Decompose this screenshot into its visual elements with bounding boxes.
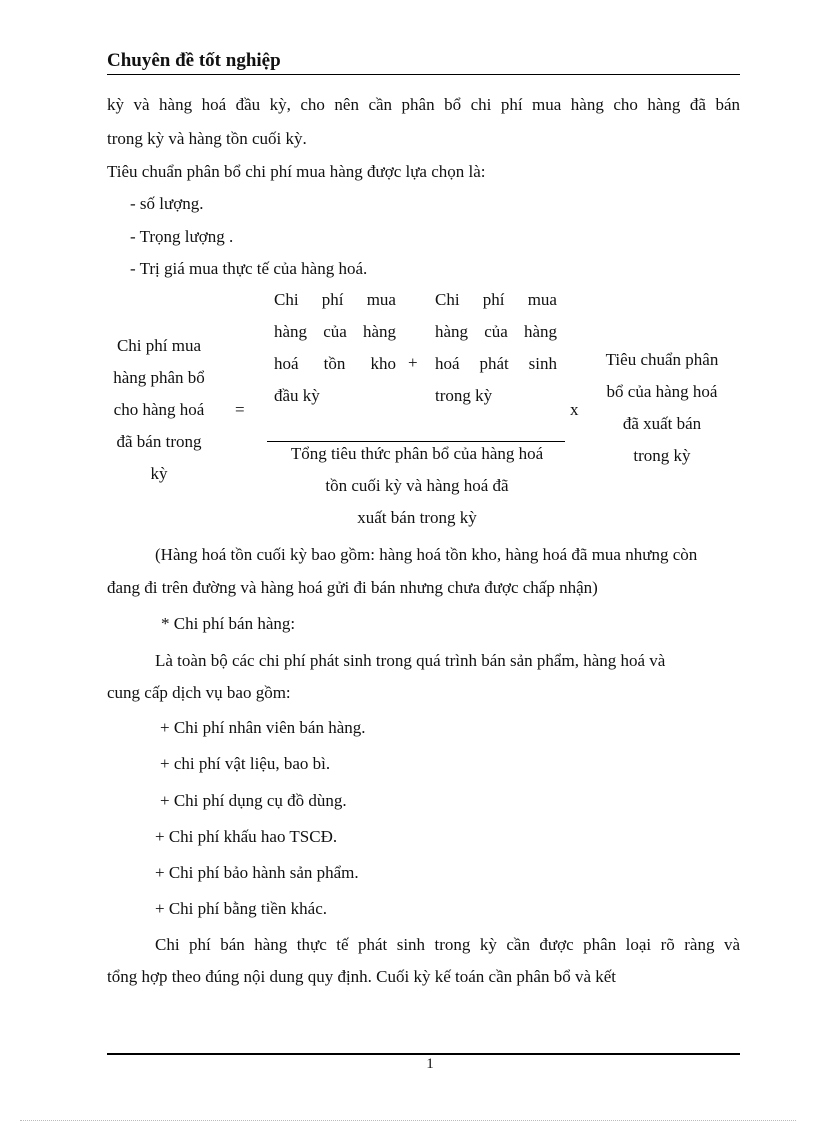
numerator-term-a <box>274 284 396 412</box>
page-header-title: Chuyên đề tốt nghiệp <box>107 48 740 75</box>
cost-item: + Chi phí nhân viên bán hàng. <box>160 718 366 737</box>
list-item: - Trọng lượng . <box>130 227 234 246</box>
page-edge-divider <box>20 1120 796 1121</box>
times-sign: x <box>570 400 579 419</box>
formula-right-term <box>592 344 732 472</box>
formula-text: hàng phân bổ <box>113 368 205 387</box>
plus-sign: + <box>408 353 418 372</box>
formula-text: tồn cuối kỳ và hàng hoá đã <box>325 476 509 495</box>
formula-text: hàng của hàng <box>274 322 396 341</box>
formula-text: đã xuất bán <box>622 414 702 433</box>
formula-text: trong kỳ <box>435 386 493 405</box>
formula-text: kỳ <box>150 464 168 483</box>
formula-text: Chi phí mua <box>435 290 557 309</box>
formula-text: đầu kỳ <box>274 386 320 405</box>
list-item: - Trị giá mua thực tế của hàng hoá. <box>130 259 368 278</box>
formula-left-term <box>100 330 218 490</box>
note-line: đang đi trên đường và hàng hoá gửi đi bán nhưng chưa được chấp nhận) <box>107 578 598 597</box>
cost-item: + Chi phí bảo hành sản phẩm. <box>155 863 359 882</box>
equals-sign: = <box>235 400 245 419</box>
formula-text: đã bán trong <box>116 432 202 451</box>
paragraph-line: kỳ và hàng hoá đầu kỳ, cho nên cần phân bổ chi phí mua hàng cho hàng đã bán <box>107 95 740 114</box>
formula-text: hàng của hàng <box>435 322 557 341</box>
formula-text: Chi phí mua <box>274 290 396 309</box>
formula-text: trong kỳ <box>633 446 691 465</box>
cost-item: + Chi phí dụng cụ đồ dùng. <box>160 791 347 810</box>
formula-text: Tổng tiêu thức phân bổ của hàng hoá <box>290 444 544 463</box>
formula-text: Tiêu chuẩn phân <box>605 350 719 369</box>
formula-text: bổ của hàng hoá <box>606 382 718 401</box>
numerator-term-b <box>435 284 557 412</box>
formula-text: hoá tồn kho <box>274 354 396 373</box>
formula-text: cho hàng hoá <box>113 400 205 419</box>
section-description: Là toàn bộ các chi phí phát sinh trong quá trình bán sản phẩm, hàng hoá và <box>155 651 666 670</box>
paragraph-line: Tiêu chuẩn phân bổ chi phí mua hàng được lựa chọn là: <box>107 162 486 181</box>
denominator <box>262 438 572 534</box>
closing-paragraph-line: Chi phí bán hàng thực tế phát sinh trong kỳ cần được phân loại rõ ràng và <box>155 935 740 954</box>
section-heading: * Chi phí bán hàng: <box>161 614 296 633</box>
section-description: cung cấp dịch vụ bao gồm: <box>107 683 291 702</box>
note-line: (Hàng hoá tồn cuối kỳ bao gồm: hàng hoá tồn kho, hàng hoá đã mua nhưng còn <box>155 545 698 564</box>
formula-text: xuất bán trong kỳ <box>357 508 477 527</box>
list-item: - số lượng. <box>130 194 204 213</box>
closing-paragraph-line: tổng hợp theo đúng nội dung quy định. Cuối kỳ kế toán cần phân bổ và kết <box>107 967 617 986</box>
paragraph-line: trong kỳ và hàng tồn cuối kỳ. <box>107 129 307 148</box>
page-number: 1 <box>426 1056 434 1072</box>
formula-text: hoá phát sinh <box>435 354 557 373</box>
formula-text: Chi phí mua <box>116 336 202 355</box>
footer-rule <box>107 1053 740 1055</box>
cost-item: + Chi phí khấu hao TSCĐ. <box>155 827 338 846</box>
cost-item: + Chi phí bằng tiền khác. <box>155 899 328 918</box>
cost-item: + chi phí vật liệu, bao bì. <box>160 754 331 773</box>
